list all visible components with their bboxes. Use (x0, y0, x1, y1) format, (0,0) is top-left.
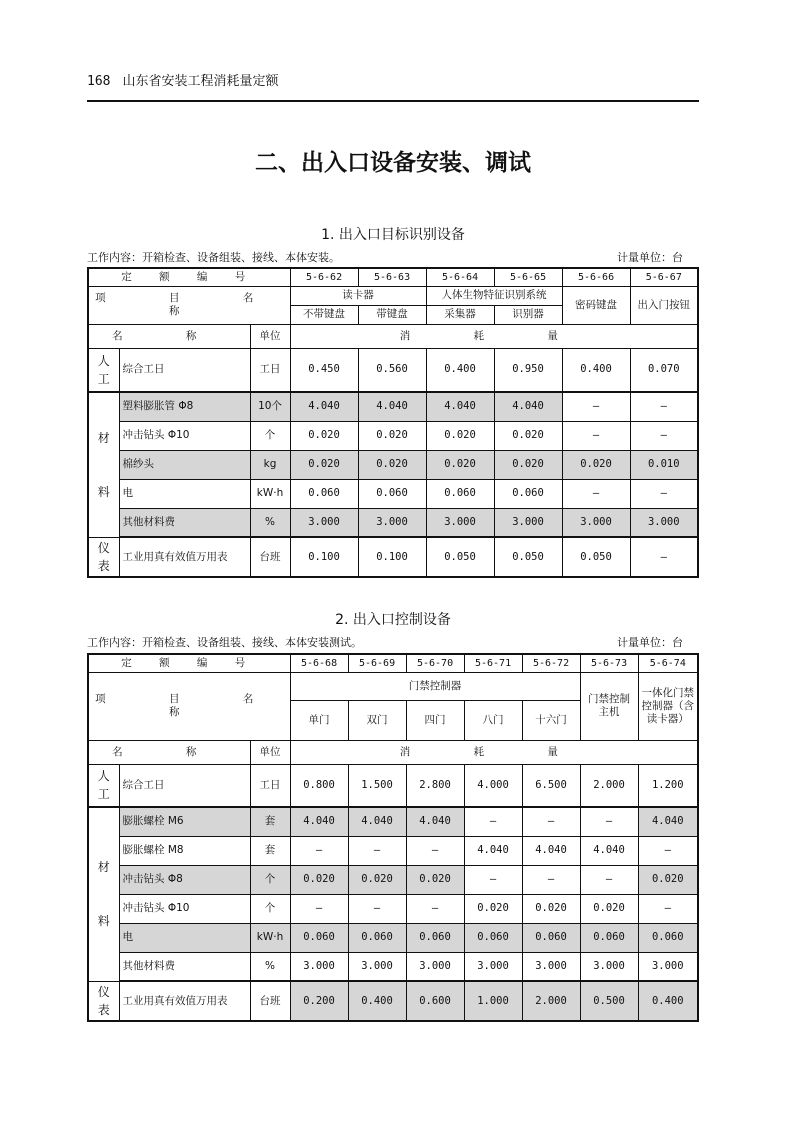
group-head-biometric: 人体生物特征识别系统 (426, 286, 562, 305)
labor-row (88, 764, 698, 807)
group-head-access-controller: 门禁控制器 (290, 672, 580, 700)
value-cell: — (580, 865, 638, 894)
value-cell: 0.050 (494, 537, 562, 577)
value-cell: 0.060 (290, 479, 358, 508)
value-cell: 0.020 (290, 450, 358, 479)
item-subhead: 采集器 (426, 305, 494, 324)
value-cell: 0.060 (580, 923, 638, 952)
value-cell: 3.000 (464, 952, 522, 981)
value-cell: 4.040 (580, 836, 638, 865)
resource-unit: 套 (250, 836, 290, 865)
quota-code: 5-6-71 (464, 654, 522, 672)
value-cell: 4.000 (464, 764, 522, 807)
material-row (88, 807, 698, 836)
material-row (88, 865, 698, 894)
material-row (88, 479, 698, 508)
resource-unit: 10个 (250, 392, 290, 421)
quota-code: 5-6-74 (638, 654, 698, 672)
value-cell: 0.060 (522, 923, 580, 952)
value-cell: 2.000 (580, 764, 638, 807)
resource-unit: 套 (250, 807, 290, 836)
chapter-title: 二、出入口设备安装、调试 (255, 149, 531, 176)
value-cell: 0.010 (630, 450, 698, 479)
item-subhead: 八门 (464, 700, 522, 740)
value-cell: 0.020 (426, 450, 494, 479)
value-cell: 0.800 (290, 764, 348, 807)
value-cell: 4.040 (290, 807, 348, 836)
value-cell: 0.060 (638, 923, 698, 952)
value-cell: 3.000 (562, 508, 630, 537)
instrument-row (88, 537, 698, 577)
category-material: 材 料 (88, 392, 119, 537)
quota-code: 5-6-72 (522, 654, 580, 672)
quota-code: 5-6-64 (426, 268, 494, 286)
value-cell: 0.020 (638, 865, 698, 894)
resource-name: 膨胀螺栓 M8 (119, 836, 250, 865)
resource-name: 工业用真有效值万用表 (119, 981, 250, 1021)
material-row (88, 508, 698, 537)
value-cell: 4.040 (358, 392, 426, 421)
value-cell: — (348, 836, 406, 865)
group-head-card-reader: 读卡器 (290, 286, 426, 305)
section-2-work-content: 工作内容：开箱检查、设备组装、接线、本体安装测试。 (87, 636, 362, 649)
name-label: 名 称 (88, 324, 250, 348)
category-labor: 人 工 (88, 348, 119, 392)
quota-code-row (88, 654, 698, 672)
value-cell: 0.060 (358, 479, 426, 508)
item-group-row (88, 286, 698, 305)
value-cell: 0.050 (426, 537, 494, 577)
column-header-row (88, 740, 698, 764)
column-header-row (88, 324, 698, 348)
resource-name: 冲击钻头 Φ10 (119, 894, 250, 923)
section-2-title: 2. 出入口控制设备 (335, 612, 451, 628)
value-cell: 0.060 (406, 923, 464, 952)
value-cell: 0.020 (494, 421, 562, 450)
resource-unit: 工日 (250, 348, 290, 392)
value-cell: — (630, 537, 698, 577)
quota-number-label: 定 额 编 号 (88, 268, 290, 286)
value-cell: 0.020 (522, 894, 580, 923)
material-row (88, 392, 698, 421)
value-cell: 1.200 (638, 764, 698, 807)
value-cell: 0.020 (494, 450, 562, 479)
quota-code: 5-6-66 (562, 268, 630, 286)
resource-name: 冲击钻头 Φ10 (119, 421, 250, 450)
instrument-row (88, 981, 698, 1021)
value-cell: 4.040 (406, 807, 464, 836)
section-2-table (87, 653, 699, 1022)
item-subhead: 四门 (406, 700, 464, 740)
item-head: 门禁控制主机 (580, 672, 638, 740)
value-cell: 0.020 (580, 894, 638, 923)
value-cell: — (630, 479, 698, 508)
resource-name: 综合工日 (119, 348, 250, 392)
value-cell: 0.400 (562, 348, 630, 392)
value-cell: 3.000 (426, 508, 494, 537)
resource-name: 塑料膨胀管 Φ8 (119, 392, 250, 421)
value-cell: 4.040 (290, 392, 358, 421)
resource-unit: 个 (250, 421, 290, 450)
section-1-work-line (87, 250, 699, 266)
resource-unit: 个 (250, 894, 290, 923)
category-instrument: 仪 表 (88, 537, 119, 577)
value-cell: — (522, 807, 580, 836)
value-cell: — (562, 421, 630, 450)
category-instrument: 仪 表 (88, 981, 119, 1021)
value-cell: — (290, 894, 348, 923)
value-cell: 0.400 (426, 348, 494, 392)
value-cell: 0.050 (562, 537, 630, 577)
value-cell: 0.070 (630, 348, 698, 392)
page-number: 168 (87, 74, 111, 89)
value-cell: — (290, 836, 348, 865)
value-cell: 0.060 (290, 923, 348, 952)
resource-unit: % (250, 952, 290, 981)
value-cell: 0.060 (464, 923, 522, 952)
resource-name: 棉纱头 (119, 450, 250, 479)
value-cell: — (580, 807, 638, 836)
value-cell: — (638, 894, 698, 923)
consumption-label: 消 耗 量 (290, 324, 698, 348)
section-1-title: 1. 出入口目标识别设备 (321, 227, 465, 243)
resource-unit: 工日 (250, 764, 290, 807)
item-head: 一体化门禁控制器（含读卡器） (638, 672, 698, 740)
quota-code: 5-6-65 (494, 268, 562, 286)
value-cell: 0.060 (426, 479, 494, 508)
quota-code: 5-6-63 (358, 268, 426, 286)
quota-code: 5-6-69 (348, 654, 406, 672)
section-2-work-line (87, 635, 699, 651)
item-head: 出入门按钮 (630, 286, 698, 324)
quota-code: 5-6-70 (406, 654, 464, 672)
value-cell: 3.000 (638, 952, 698, 981)
resource-unit: 个 (250, 865, 290, 894)
section-1-unit-note: 计量单位：台 (617, 251, 683, 264)
quota-code: 5-6-68 (290, 654, 348, 672)
value-cell: 0.950 (494, 348, 562, 392)
value-cell: — (562, 479, 630, 508)
value-cell: — (464, 865, 522, 894)
value-cell: 0.100 (358, 537, 426, 577)
quota-code-row (88, 268, 698, 286)
value-cell: 0.020 (464, 894, 522, 923)
quota-code: 5-6-73 (580, 654, 638, 672)
resource-name: 工业用真有效值万用表 (119, 537, 250, 577)
material-row (88, 952, 698, 981)
item-subhead: 十六门 (522, 700, 580, 740)
value-cell: 3.000 (348, 952, 406, 981)
value-cell: — (406, 836, 464, 865)
quota-number-label: 定 额 编 号 (88, 654, 290, 672)
value-cell: 0.400 (348, 981, 406, 1021)
item-subhead: 双门 (348, 700, 406, 740)
section-2-unit-note: 计量单位：台 (617, 636, 683, 649)
value-cell: 3.000 (630, 508, 698, 537)
value-cell: — (630, 392, 698, 421)
value-cell: 0.200 (290, 981, 348, 1021)
quota-code: 5-6-67 (630, 268, 698, 286)
value-cell: 4.040 (494, 392, 562, 421)
consumption-label: 消 耗 量 (290, 740, 698, 764)
value-cell: 3.000 (522, 952, 580, 981)
resource-unit: % (250, 508, 290, 537)
unit-label: 单位 (250, 324, 290, 348)
value-cell: 0.020 (358, 450, 426, 479)
value-cell: 0.400 (638, 981, 698, 1021)
value-cell: 0.100 (290, 537, 358, 577)
value-cell: 0.060 (494, 479, 562, 508)
value-cell: 0.600 (406, 981, 464, 1021)
value-cell: 3.000 (290, 952, 348, 981)
value-cell: 3.000 (290, 508, 358, 537)
value-cell: 0.020 (290, 421, 358, 450)
resource-name: 综合工日 (119, 764, 250, 807)
resource-unit: 台班 (250, 981, 290, 1021)
section-1-work-content: 工作内容：开箱检查、设备组装、接线、本体安装。 (87, 251, 340, 264)
value-cell: 4.040 (522, 836, 580, 865)
value-cell: 0.020 (348, 865, 406, 894)
item-name-label: 项 目 名 称 (88, 286, 290, 324)
value-cell: 0.020 (562, 450, 630, 479)
value-cell: 0.500 (580, 981, 638, 1021)
value-cell: — (522, 865, 580, 894)
value-cell: 0.020 (406, 865, 464, 894)
value-cell: 2.000 (522, 981, 580, 1021)
value-cell: 0.020 (426, 421, 494, 450)
item-subhead: 单门 (290, 700, 348, 740)
resource-unit: 台班 (250, 537, 290, 577)
value-cell: 0.020 (358, 421, 426, 450)
resource-unit: kW·h (250, 479, 290, 508)
value-cell: 0.560 (358, 348, 426, 392)
value-cell: 4.040 (348, 807, 406, 836)
item-group-row (88, 672, 698, 700)
resource-name: 电 (119, 923, 250, 952)
resource-name: 其他材料费 (119, 952, 250, 981)
resource-name: 电 (119, 479, 250, 508)
resource-unit: kW·h (250, 923, 290, 952)
item-subhead: 带键盘 (358, 305, 426, 324)
resource-name: 膨胀螺栓 M6 (119, 807, 250, 836)
item-subhead: 识别器 (494, 305, 562, 324)
value-cell: 4.040 (464, 836, 522, 865)
value-cell: 2.800 (406, 764, 464, 807)
quota-code: 5-6-62 (290, 268, 358, 286)
value-cell: 4.040 (638, 807, 698, 836)
labor-row (88, 348, 698, 392)
running-header (87, 72, 699, 102)
resource-name: 冲击钻头 Φ8 (119, 865, 250, 894)
value-cell: 0.450 (290, 348, 358, 392)
material-row (88, 836, 698, 865)
value-cell: 0.020 (290, 865, 348, 894)
value-cell: — (562, 392, 630, 421)
material-row (88, 421, 698, 450)
section-1-table (87, 267, 699, 578)
item-name-label: 项 目 名 称 (88, 672, 290, 740)
resource-name: 其他材料费 (119, 508, 250, 537)
value-cell: 3.000 (494, 508, 562, 537)
value-cell: 1.500 (348, 764, 406, 807)
value-cell: — (638, 836, 698, 865)
material-row (88, 923, 698, 952)
value-cell: 0.060 (348, 923, 406, 952)
value-cell: — (406, 894, 464, 923)
category-labor: 人 工 (88, 764, 119, 807)
value-cell: — (348, 894, 406, 923)
name-label: 名 称 (88, 740, 250, 764)
value-cell: 1.000 (464, 981, 522, 1021)
resource-unit: kg (250, 450, 290, 479)
value-cell: 3.000 (406, 952, 464, 981)
unit-label: 单位 (250, 740, 290, 764)
value-cell: 6.500 (522, 764, 580, 807)
category-material: 材 料 (88, 807, 119, 981)
item-head: 密码键盘 (562, 286, 630, 324)
value-cell: 3.000 (580, 952, 638, 981)
value-cell: — (464, 807, 522, 836)
value-cell: 4.040 (426, 392, 494, 421)
item-subhead: 不带键盘 (290, 305, 358, 324)
value-cell: — (630, 421, 698, 450)
book-title: 山东省安装工程消耗量定额 (122, 74, 279, 89)
material-row (88, 450, 698, 479)
value-cell: 3.000 (358, 508, 426, 537)
material-row (88, 894, 698, 923)
